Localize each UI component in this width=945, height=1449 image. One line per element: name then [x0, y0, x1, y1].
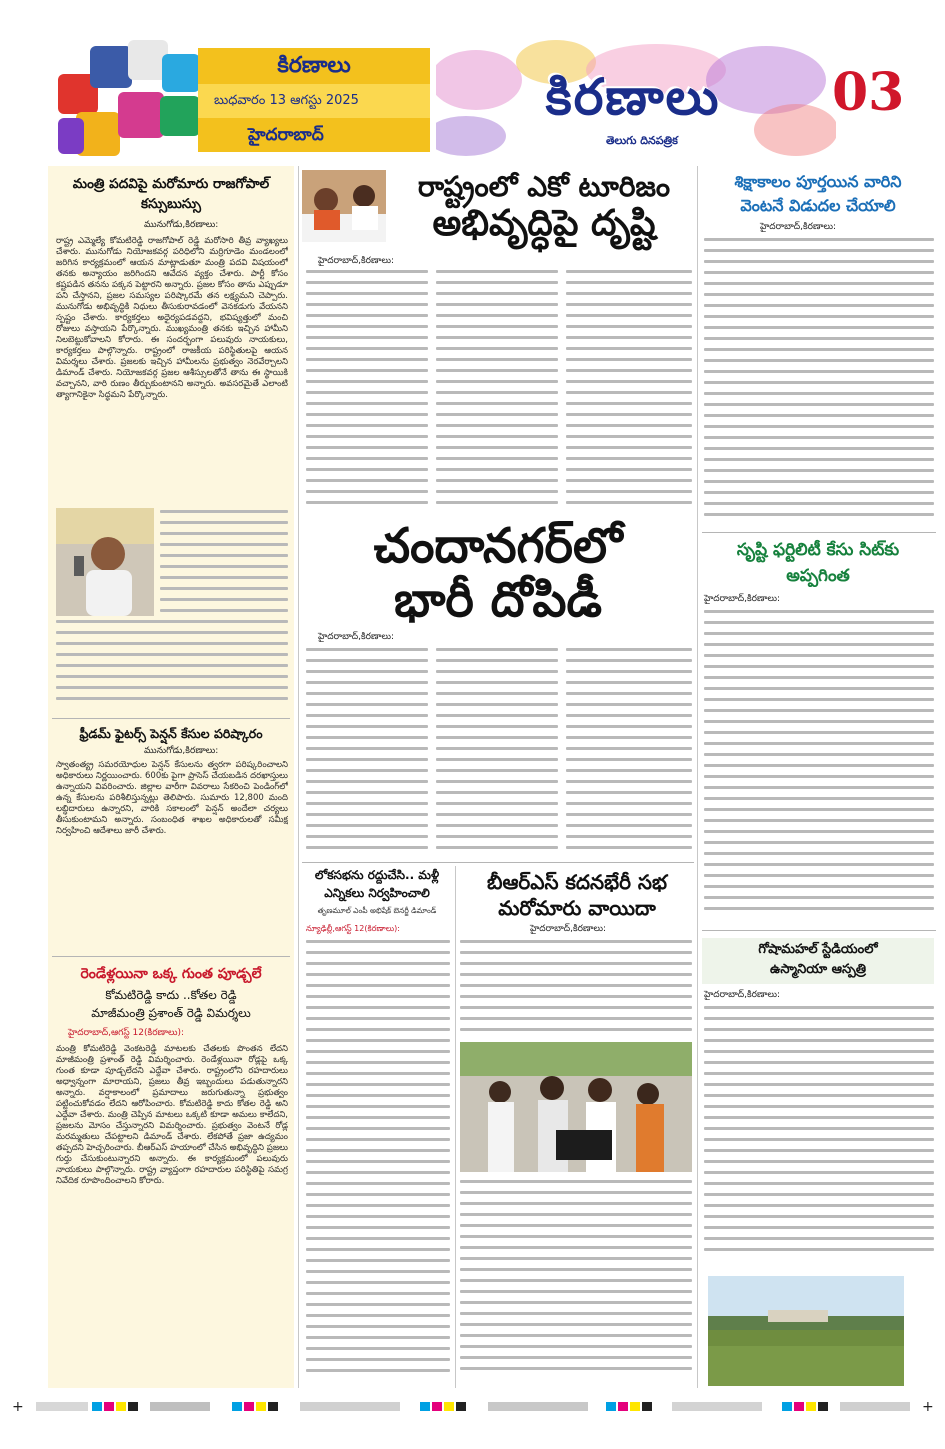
brs-body-top — [460, 940, 692, 1036]
article-1-headline-line2: కస్సుబుస్సు — [141, 196, 201, 212]
color-swatch — [92, 1402, 102, 1411]
article-3-headline: రెండేళ్లయినా ఒక్క గుంత పూడ్చలే — [80, 966, 262, 982]
article-3-subhead-2: మాజీమంత్రి ప్రశాంత్ రెడ్డి విమర్శలు — [91, 1006, 251, 1020]
srushti-case-headline-line2: అప్పగింత — [786, 566, 850, 586]
srushti-case-headline-line1: సృష్టి ఫర్టిలిటీ కేసు సిట్‌కు — [736, 540, 900, 560]
article-3-body: మంత్రి కోమటిరెడ్డి వెంకటరెడ్డి మాటలకు చేతలకు పొంతన లేదని మాజీమంత్రి ప్రశాంత్ రెడ్డి విమర్శించారు. రెండేళ్లయినా రోడ్లపై ఒక్క గుంత కూడా పూడ్చలేదని ఎద్దేవా చేశారు. రాష్ట్రంలోని రహదారులు అధ్వాన్నంగా మారాయని, ప్రజలు తీవ్ర ఇబ్బందులు పడుతున్నారని అన్నారు. వర్షాకాలంలో ప్రమాదాలు జరుగుతున్నా ప్రభుత్వం పట్టించుకోవడం లేదని ఆరోపించారు. కోమటిరెడ్డి కాదు కోతల రెడ్డి అని ఎద్దేవా చేశారు. మంత్రి చెప్పిన మాటలు ఒక్కటి కూడా అమలు కాలేదని, ప్రజలను మోసం చేస్తున్నారని విమర్శించారు. ప్రభుత్వం వెంటనే రోడ్ల మరమ్మతులు చేపట్టాలని డిమాండ్ చేశారు. లేకపోతే ప్రజా ఉద్యమం తప్పదని హెచ్చరించారు. బీఆర్ఎస్ హయాంలో చేసిన అభివృద్ధిని ప్రజలు గుర్తు చేసుకుంటున్నారని అన్నారు. ఈ కార్యక్రమంలో పలువురు నాయకులు పాల్గొన్నారు. రాష్ట్ర వ్యాప్తంగా రహదారుల పరిస్థితిపై సమగ్ర నివేదిక రూపొందించాలని కోరారు. — [56, 1044, 288, 1186]
masthead — [0, 0, 945, 160]
color-swatch — [840, 1402, 910, 1411]
divider — [702, 930, 936, 931]
color-swatch — [104, 1402, 114, 1411]
divider — [52, 718, 290, 719]
color-swatch — [36, 1402, 88, 1411]
edition-date: బుధవారం 13 ఆగస్టు 2025 — [198, 84, 430, 118]
lead-headline-line1: రాష్ట్రంలో ఎకో టూరిజం — [417, 170, 671, 203]
color-swatch — [150, 1402, 210, 1411]
column-rule — [455, 866, 456, 1388]
article-2-dateline: మునుగోడు,కిరణాలు: — [144, 746, 219, 756]
brs-headline-line2: మరోమారు వాయిదా — [498, 896, 656, 920]
big-story-headline-line2: భారీ దోపిడీ — [393, 572, 603, 628]
color-swatch — [794, 1402, 804, 1411]
big-story-body-col-3 — [566, 648, 692, 860]
color-swatch — [606, 1402, 616, 1411]
goshamahal-dateline: హైదరాబాద్,కిరణాలు: — [704, 990, 780, 1000]
lead-dateline: హైదరాబాద్,కిరణాలు: — [318, 256, 394, 266]
srushti-case-body — [704, 610, 934, 926]
print-registration-strip — [0, 1398, 945, 1418]
color-swatch — [300, 1402, 400, 1411]
loksabha-subhead: తృణమూల్ ఎంపీ అభిషేక్ బెనర్జీ డిమాండ్ — [317, 906, 437, 915]
color-swatch — [672, 1402, 762, 1411]
color-swatch — [456, 1402, 466, 1411]
color-swatch — [630, 1402, 640, 1411]
big-story-body-col-2 — [436, 648, 558, 860]
left-column-panel — [48, 166, 294, 1388]
lead-body-col-1 — [306, 270, 428, 514]
color-swatch — [444, 1402, 454, 1411]
edition-flag — [198, 48, 430, 152]
brs-body-bottom — [460, 1180, 692, 1388]
article-3-subhead-1: కోమటిరెడ్డి కాదు ..కోతల రెడ్డి — [105, 988, 237, 1002]
column-rule — [298, 166, 299, 1388]
loksabha-headline-line2: ఎన్నికలు నిర్వహించాలి — [324, 886, 430, 900]
color-swatch — [432, 1402, 442, 1411]
divider — [702, 532, 936, 533]
article-1-body-wrap — [160, 510, 288, 616]
rajagopal-photo — [56, 508, 154, 616]
color-swatch — [618, 1402, 628, 1411]
release-prisoners-headline-line2: వెంటనే విడుదల చేయాలి — [740, 196, 896, 215]
color-swatch — [642, 1402, 652, 1411]
loksabha-dateline: న్యూఢిల్లీ,ఆగస్ట్ 12(కిరణాలు): — [306, 924, 400, 933]
color-swatch — [116, 1402, 126, 1411]
divider — [302, 862, 694, 863]
goshamahal-headline-line2: ఉస్మానియా ఆస్పత్రి — [770, 962, 866, 977]
brs-headline-line1: బీఆర్ఎస్ కదనభేరీ సభ — [487, 870, 667, 894]
lead-body-col-2 — [436, 270, 558, 514]
color-swatch — [244, 1402, 254, 1411]
newspaper-tagline: తెలుగు దినపత్రిక — [606, 134, 678, 147]
color-swatch — [232, 1402, 242, 1411]
loksabha-body — [306, 940, 450, 1388]
article-3-dateline: హైదరాబాద్,ఆగస్ట్ 12(కిరణాలు): — [68, 1028, 185, 1038]
article-1-headline: మంత్రి పదవిపై మరోమారు రాజగోపాల్ — [72, 176, 270, 192]
loksabha-headline-line1: లోకసభను రద్దుచేసి.. మళ్లీ — [314, 868, 440, 882]
page-number: 03 — [832, 62, 905, 123]
social-media-cubes-graphic — [58, 40, 218, 158]
article-2-body: స్వాతంత్య్ర సమరయోధుల పెన్షన్ కేసులను త్వరగా పరిష్కరించాలని అధికారులు నిర్ణయించారు. 600కు పైగా ప్రాసెస్ చేయబడిన దరఖాస్తులు ఉన్నాయని వివరించారు. జిల్లాల వారీగా వివరాలు సేకరించి పెండింగ్‌లో ఉన్న కేసులను పరిశీలిస్తున్నట్లు తెలిపారు. సుమారు 12,800 మంది లబ్ధిదారులు ఉన్నారని, వారికి సకాలంలో పెన్షన్ అందేలా చర్యలు తీసుకుంటామని అన్నారు. సంబంధిత శాఖల అధికారులతో సమీక్ష నిర్వహించి ఆదేశాలు జారీ చేశారు. — [56, 760, 288, 836]
srushti-case-dateline: హైదరాబాద్,కిరణాలు: — [704, 594, 780, 604]
edition-city: హైదరాబాద్ — [198, 118, 430, 152]
brs-dateline: హైదరాబాద్,కిరణాలు: — [530, 924, 606, 934]
big-story-dateline: హైదరాబాద్,కిరణాలు: — [318, 632, 394, 642]
lead-headline-line2: అభివృద్ధిపై దృష్టి — [432, 203, 656, 244]
release-prisoners-body — [704, 238, 934, 528]
lead-body-col-3 — [566, 270, 692, 514]
eco-tourism-meeting-photo — [302, 170, 386, 242]
goshamahal-body — [704, 1006, 934, 1270]
divider — [52, 956, 290, 957]
article-1-body-bottom — [56, 620, 288, 712]
article-1-body-top: రాష్ట్ర ఎమ్మెల్యే కోమటిరెడ్డి రాజగోపాల్ రెడ్డి మరోసారి తీవ్ర వ్యాఖ్యలు చేశారు. మునుగోడు నియోజకవర్గ పరిధిలోని మర్రిగూడెం మండలంలో జరిగిన కార్యక్రమంలో ఆయన మాట్లాడుతూ మంత్రి పదవి విషయంలో తనకు అన్యాయం జరిగిందని ఆవేదన వ్యక్తం చేశారు. పార్టీ కోసం కష్టపడిన తనను పక్కన పెట్టారని అన్నారు. ప్రజల కోసం తాను ఎప్పుడూ పని చేస్తానని, ప్రజల సమస్యల పరిష్కారమే తన లక్ష్యమని చెప్పారు. మునుగోడు అభివృద్ధికి నిధులు తీసుకురావడంలో వెనకడుగు వేయనని స్పష్టం చేశారు. కార్యకర్తలు అధైర్యపడవద్దని, భవిష్యత్తులో మంచి రోజులు వస్తాయని పేర్కొన్నారు. ముఖ్యమంత్రి తనకు ఇచ్చిన హామీని నిలబెట్టుకోవాలని కోరారు. ఈ సందర్భంగా పలువురు నాయకులు, కార్యకర్తలు పాల్గొన్నారు. రాష్ట్రంలో రాజకీయ పరిస్థితులపై ఆయన విమర్శలు చేశారు. ప్రజలకు ఇచ్చిన హామీలను ప్రభుత్వం నెరవేర్చాలని డిమాండ్ చేశారు. నియోజకవర్గ ప్రజల ఆశీస్సులతోనే తాను ఈ స్థాయికి వచ్చానని, వారి రుణం తీర్చుకుంటానని అన్నారు. అవసరమైతే ఎలాంటి త్యాగానికైనా సిద్ధమని పేర్కొన్నారు. — [56, 236, 288, 400]
registration-mark-icon: + — [12, 1399, 24, 1415]
color-swatch — [782, 1402, 792, 1411]
newspaper-title: కిరణాలు — [545, 68, 721, 126]
registration-mark-icon: + — [922, 1399, 934, 1415]
article-1-dateline: మునుగోడు,కిరణాలు: — [144, 220, 219, 230]
color-swatch — [128, 1402, 138, 1411]
release-prisoners-dateline: హైదరాబాద్,కిరణాలు: — [760, 222, 836, 232]
color-swatch — [268, 1402, 278, 1411]
edition-brand: కిరణాలు — [198, 48, 430, 84]
brs-press-meet-photo — [460, 1042, 692, 1172]
color-swatch — [420, 1402, 430, 1411]
goshamahal-stadium-photo — [708, 1276, 904, 1386]
big-story-body-col-1 — [306, 648, 428, 860]
color-swatch — [806, 1402, 816, 1411]
color-swatch — [818, 1402, 828, 1411]
column-rule — [697, 166, 698, 1388]
color-swatch — [488, 1402, 588, 1411]
big-story-headline-line1: చందానగర్‌లో — [373, 518, 623, 574]
release-prisoners-headline-line1: శిక్షాకాలం పూర్తయిన వారిని — [734, 172, 902, 191]
color-swatch — [256, 1402, 266, 1411]
goshamahal-headline-line1: గోషామహల్ స్టేడియంలో — [758, 942, 878, 957]
article-2-headline: ఫ్రీడమ్ ఫైటర్స్ పెన్షన్ కేసుల పరిష్కారం — [79, 726, 263, 741]
